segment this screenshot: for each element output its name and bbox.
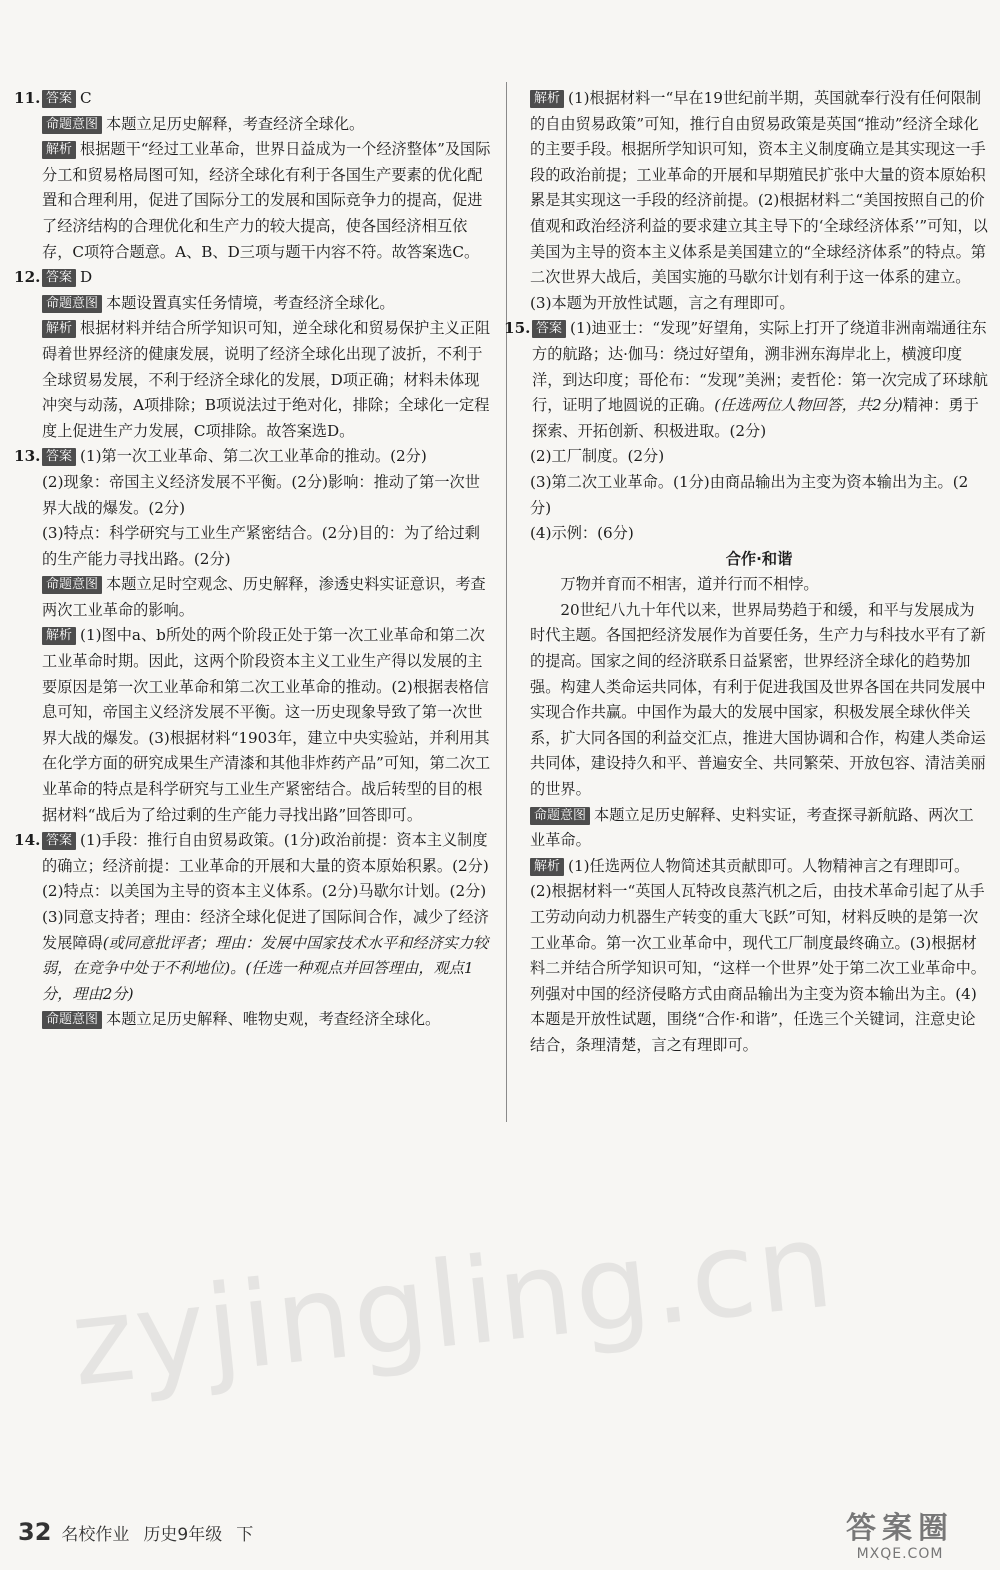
answer-text: (1)手段：推行自由贸易政策。(1分)政治前提：资本主义制度的确立；经济前提：工业革命的开展和大量的资本原始积累。(2分) [42, 831, 489, 875]
question-number: 13. [14, 447, 41, 466]
site-logo [820, 1512, 980, 1564]
intent-text: 本题立足时空观念、历史解释，渗透史料实证意识，考查两次工业革命的影响。 [42, 575, 486, 619]
intent-tag: 命题意图 [42, 116, 102, 134]
answer-text: (3)同意支持者；理由：经济全球化促进了国际间合作，减少了经济发展障碍 [42, 908, 489, 952]
answer-line: (3)特点：科学研究与工业生产紧密结合。(2分)目的：为了给过剩的生产能力寻找出路。(2分) [42, 524, 480, 568]
answer-line: (2)工厂制度。(2分) [530, 447, 665, 466]
answer-line: (3)第二次工业革命。(1分)由商品输出为主变为资本输出为主。(2分) [530, 472, 969, 517]
analysis-tag: 解析 [530, 90, 564, 108]
intent-text: 本题立足历史解释，考查经济全球化。 [106, 114, 365, 133]
answer-line: (4)示例：(6分) [530, 524, 634, 543]
page-footer [18, 1518, 267, 1546]
term: 下 [236, 1525, 254, 1545]
analysis-tag: 解析 [530, 858, 564, 876]
intent-text: 本题立足历史解释、唯物史观，考查经济全球化。 [106, 1010, 441, 1029]
essay-paragraph: 20世纪八九十年代以来，世界局势趋于和缓，和平与发展成为时代主题。各国把经济发展作为首要任务，生产力与科技水平有了新的提高。国家之间的经济联系日益紧密，世界经济全球化的趋势加强。构建人类命运共同体，有利于促进我国及世界各国在共同发展中实现合作共赢。中国作为最大的发展中国家，积极发展全球伙伴关系，扩大同各国的利益交汇点，推进大国协调和合作，构建人类命运共同体，建设持久和平、普遍安全、共同繁荣、开放包容、清洁美丽的世界。 [530, 600, 986, 799]
question-15 [504, 316, 988, 444]
question-12 [14, 265, 492, 291]
answer-note: (或同意批评者；理由：发展中国家技术水平和经济实力较弱，在竞争中处于不利地位)。(任选一种观点并回答理由，观点1分，理由2分) [42, 933, 489, 1003]
analysis-tag: 解析 [42, 320, 76, 338]
subject-grade: 历史9年级 [143, 1525, 223, 1545]
intent-text: 本题立足历史解释、史料实证，考查探寻新航路、两次工业革命。 [530, 805, 974, 850]
book-title: 名校作业 [61, 1525, 130, 1545]
analysis-block-14 [530, 86, 988, 291]
answer-note: (任选两位人物回答，共2分) [714, 396, 903, 415]
answer-text: (1)迪亚士：“发现”好望角，实际上打开了绕道非洲南端通往东方的航路；达·伽马：绕过好望角，溯非洲东海岸北上，横渡印度洋，到达印度；哥伦布：“发现”美洲；麦哲伦：第一次完成了环球航行，证明了地圆说的正确。 [532, 319, 988, 415]
answer-tag: 答案 [42, 448, 76, 466]
analysis-text: 根据题干“经过工业革命，世界日益成为一个经济整体”及国际分工和贸易格局图可知，经济全球化有利于各国生产要素的优化配置和合理利用，促进了国际分工的发展和国际竞争力的提高，促进了经济结构的合理优化和生产力的较大提高，使各国经济相互依存，C项符合题意。A、B、D三项与题干内容不符。故答案选C。 [42, 140, 491, 261]
column-divider [506, 82, 507, 1122]
question-number: 11. [14, 89, 41, 107]
analysis-text: (1)根据材料一“早在19世纪前半期，英国就奉行没有任何限制的自由贸易政策”可知，推行自由贸易政策是英国“推动”经济全球化的主要手段。根据所学知识可知，资本主义制度确立是其实现这一手段的政治前提；工业革命的开展和早期殖民扩张中大量的资本原始积累是其实现这一手段的经济前提。(2)根据材料二“美国按照自己的价值观和政治经济利益的要求建立其主导下的‘全球经济体系’”可知，以美国为主导的资本主义体系是美国建立的“全球经济体系”的特点。第二次世界大战后，美国实施的马歇尔计划有利于这一体系的建立。 [530, 89, 988, 287]
analysis-line: (3)本题为开放性试题，言之有理即可。 [530, 293, 795, 312]
analysis-block [14, 316, 492, 444]
question-number: 14. [14, 831, 41, 850]
analysis-block [14, 137, 492, 265]
answer-tag: 答案 [42, 90, 76, 108]
question-13 [14, 444, 492, 470]
intent-text: 本题设置真实任务情境，考查经济全球化。 [106, 293, 395, 312]
intent-tag: 命题意图 [42, 1011, 102, 1029]
intent-block [14, 1007, 492, 1033]
answer-tag: 答案 [42, 269, 76, 287]
analysis-tag: 解析 [42, 141, 76, 159]
analysis-tag: 解析 [42, 627, 76, 645]
essay-paragraph: 万物并育而不相害，道并行而不相悖。 [560, 575, 819, 594]
question-number: 12. [14, 268, 41, 287]
analysis-block [14, 623, 492, 828]
answer-text: (1)第一次工业革命、第二次工业革命的推动。(2分) [80, 447, 427, 466]
analysis-block [530, 854, 988, 1059]
intent-block [14, 112, 492, 138]
intent-block [14, 291, 492, 317]
answer-line: (2)特点：以美国为主导的资本主义体系。(2分)马歇尔计划。(2分) [42, 882, 487, 901]
analysis-text: 根据材料并结合所学知识可知，逆全球化和贸易保护主义正阻碍着世界经济的健康发展，说明了经济全球化出现了波折，不利于全球贸易发展，不利于经济全球化的发展，D项正确；材料未体现冲突与动荡，A项排除；B项说法过于绝对化，排除；全球化一定程度上促进生产力发展，C项排除。故答案选D。 [42, 319, 491, 440]
answer-tag: 答案 [42, 832, 76, 850]
intent-tag: 命题意图 [42, 295, 102, 313]
intent-block [14, 572, 492, 623]
answer-tag: 答案 [532, 320, 566, 338]
watermark: zyjingling.cn [64, 1195, 841, 1413]
intent-tag: 命题意图 [42, 576, 102, 594]
essay-title: 合作·和谐 [725, 549, 793, 568]
analysis-text: (1)任选两位人物简述其贡献即可。人物精神言之有理即可。(2)根据材料一“英国人瓦特改良蒸汽机之后，由技术革命引起了从手工劳动向动力机器生产转变的重大飞跃”可知，材料反映的是第一次工业革命。第一次工业革命中，现代工厂制度最终确立。(3)根据材料二并结合所学知识可知，“这样一个世界”处于第二次工业革命中。列强对中国的经济侵略方式由商品输出为主变为资本输出为主。(4)本题是开放性试题，围绕“合作·和谐”，任选三个关键词，注意史论结合，条理清楚，言之有理即可。 [530, 856, 986, 1054]
page-number: 32 [18, 1518, 52, 1546]
question-11 [14, 86, 492, 112]
analysis-text: (1)图中a、b所处的两个阶段正处于第一次工业革命和第二次工业革命时期。因此，这两个阶段资本主义工业生产得以发展的主要原因是第一次工业革命和第二次工业革命的推动。(2)根据表格信息可知，帝国主义经济发展不平衡。这一历史现象导致了第一次世界大战的爆发。(3)根据材料“1903年，建立中央实验站，并利用其在化学方面的研究成果生产清漆和其他非炸药产品”可知，第二次工业革命的特点是科学研究与工业生产紧密结合。战后转型的目的根据材料“战后为了给过剩的生产能力寻找出路”回答即可。 [42, 626, 491, 824]
intent-tag: 命题意图 [530, 807, 590, 825]
right-column [504, 86, 988, 1059]
answer-line: (2)现象：帝国主义经济发展不平衡。(2分)影响：推动了第一次世界大战的爆发。(2分) [42, 472, 480, 517]
answer-text-b: 精神：勇于探索、开拓创新、积极进取。(2分) [532, 396, 979, 440]
question-14 [14, 828, 492, 879]
answer-line [14, 905, 492, 1007]
answer-text: C [80, 89, 92, 107]
logo-domain: MXQE.COM [856, 1546, 944, 1562]
intent-block [530, 803, 988, 854]
question-number: 15. [504, 319, 531, 338]
logo-text: 答案圈 [846, 1511, 954, 1546]
left-column [14, 86, 492, 1033]
answer-text: D [80, 268, 93, 287]
